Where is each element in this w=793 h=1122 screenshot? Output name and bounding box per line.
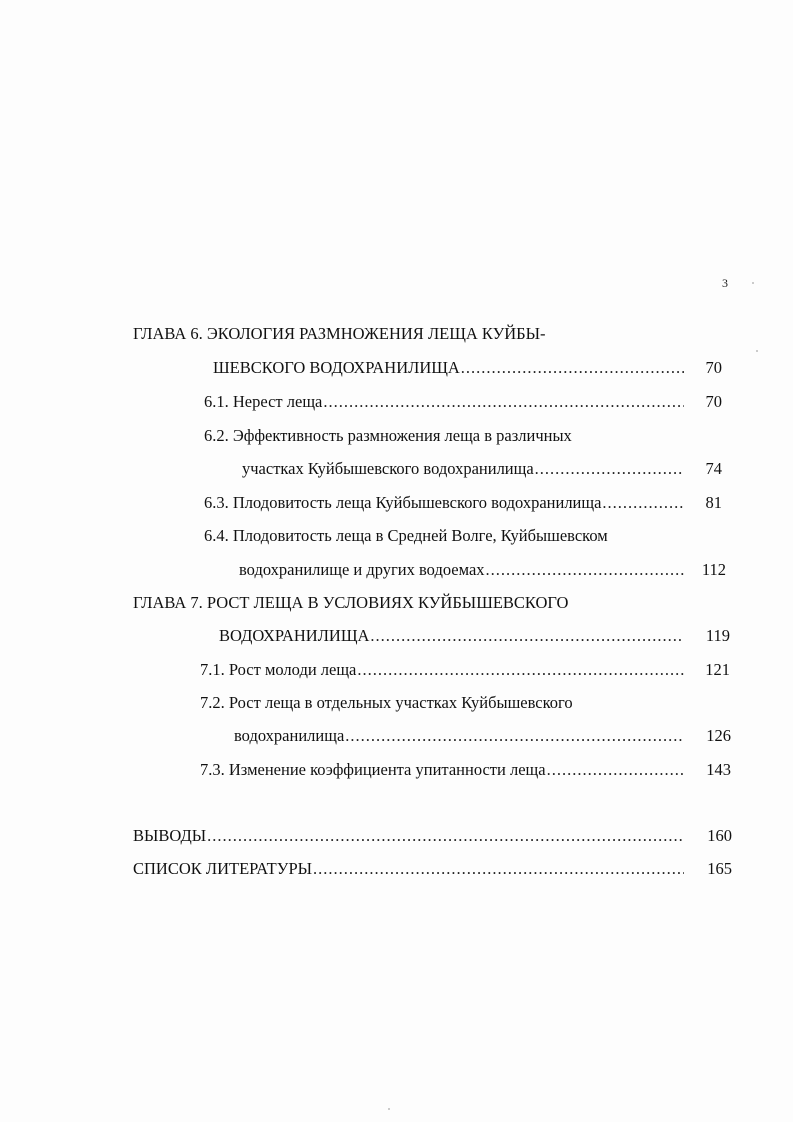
toc-entry: [239, 559, 686, 581]
dot-leader: [547, 759, 684, 781]
toc-entry-text: участках Куйбышевского водохранилища: [242, 459, 534, 478]
toc-page-ref: 160: [707, 826, 732, 845]
toc-page-ref: 74: [705, 459, 722, 478]
toc-page-ref: 70: [705, 392, 722, 411]
dot-leader: [357, 659, 684, 681]
toc-page-ref: 121: [705, 660, 730, 679]
dot-leader: [207, 825, 684, 847]
dot-leader: [323, 391, 684, 413]
toc-page-ref: 70: [705, 358, 722, 377]
toc-entry: [204, 425, 572, 447]
toc-entry-text: 6.4. Плодовитость леща в Средней Волге, Куйбышевском: [204, 526, 608, 545]
scan-speck: [388, 1108, 390, 1110]
toc-page-ref: 126: [706, 726, 731, 745]
toc-entry-text: 7.2. Рост леща в отдельных участках Куйбышевского: [200, 693, 573, 712]
toc-entry-text: 7.3. Изменение коэффициента упитанности леща: [200, 760, 546, 779]
toc-entry-text: водохранилище и других водоемах: [239, 560, 485, 579]
page-number: 3: [722, 276, 728, 290]
dot-leader: [461, 357, 684, 379]
toc-page-ref: 81: [705, 493, 722, 512]
scan-speck: [752, 282, 754, 284]
scan-speck: [756, 350, 758, 352]
dot-leader: [345, 725, 684, 747]
toc-entry-text: ВОДОХРАНИЛИЩА: [219, 626, 370, 645]
toc-page-ref: 143: [706, 760, 731, 779]
toc-chapter-heading: [133, 323, 546, 345]
toc-entry: [200, 759, 686, 781]
dot-leader: [370, 625, 684, 647]
toc-entry: [200, 659, 686, 681]
toc-entry-text: 6.1. Нерест леща: [204, 392, 323, 411]
toc-entry: [133, 858, 686, 880]
toc-entry-text: 6.2. Эффективность размножения леща в различных: [204, 426, 572, 445]
toc-entry: [213, 357, 686, 379]
toc-entry: [219, 625, 686, 647]
toc-page-ref: 165: [707, 859, 732, 878]
toc-entry-text: ВЫВОДЫ: [133, 826, 207, 845]
toc-entry-text: ШЕВСКОГО ВОДОХРАНИЛИЩА: [213, 358, 460, 377]
toc-entry: [200, 692, 573, 714]
toc-entry-text: СПИСОК ЛИТЕРАТУРЫ: [133, 859, 313, 878]
toc-entry: [204, 391, 686, 413]
toc-page-ref: 119: [705, 626, 730, 645]
dot-leader: [535, 458, 684, 480]
toc-entry: [234, 725, 686, 747]
dot-leader: [313, 858, 684, 880]
toc-entry-text: водохранилища: [234, 726, 345, 745]
toc-entry: [204, 492, 686, 514]
toc-entry: [204, 525, 608, 547]
toc-entry-text: 7.1. Рост молоди леща: [200, 660, 357, 679]
toc-entry-text: ГЛАВА 7. РОСТ ЛЕЩА В УСЛОВИЯХ КУЙБЫШЕВСКОГО: [133, 593, 569, 612]
toc-page-ref: 112: [701, 560, 726, 579]
toc-entry-text: ГЛАВА 6. ЭКОЛОГИЯ РАЗМНОЖЕНИЯ ЛЕЩА КУЙБЫ-: [133, 324, 546, 343]
toc-entry-text: 6.3. Плодовитость леща Куйбышевского водохранилища: [204, 493, 602, 512]
dot-leader: [486, 559, 684, 581]
toc-entry: [133, 825, 686, 847]
toc-chapter-heading: [133, 592, 568, 614]
toc-entry: [242, 458, 686, 480]
